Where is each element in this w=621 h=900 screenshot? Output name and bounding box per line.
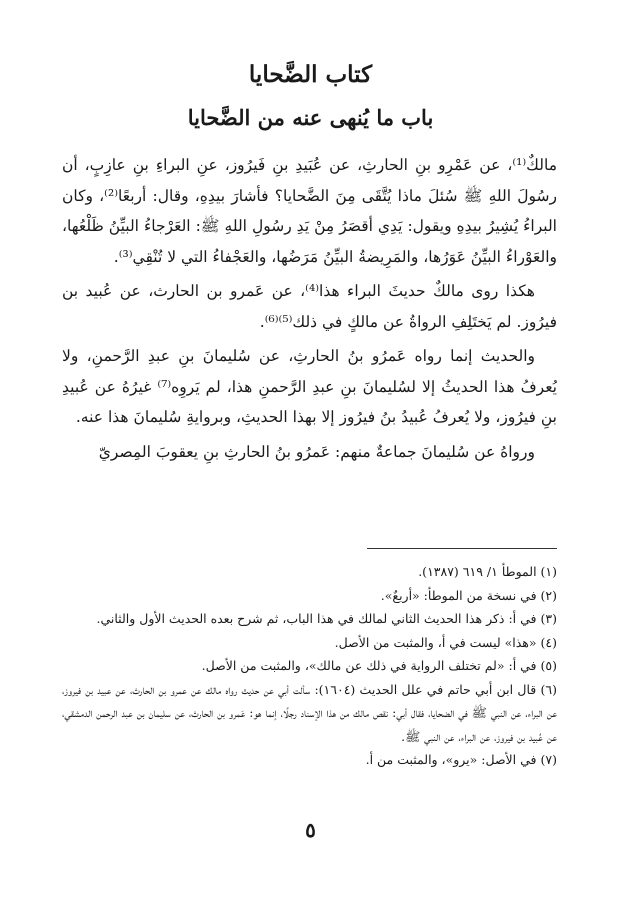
main-text: [62, 150, 557, 471]
paragraph-commentary-3: ورواهُ عن سُليمانَ جماعةٌ منهم: عَمرُو بنُ الحارثِ بنِ يعقوبَ المِصريّ: [98, 442, 535, 461]
paragraph-hadith: مالكٌ⁽¹⁾، عن عَمْرِو بنِ الحارثِ، عن عُبَيدِ بنِ فَيرُوز، عنِ البراءِ بنِ عازِبٍ، أن رسُولَ اللهِ ﷺ سُئلَ ماذا يُتَّقَى مِنَ الضَّحايا؟ فأشارَ بيدِهِ، وقال: أربعًا⁽²⁾، وكان البراءُ يُشِيرُ بيدِهِ ويقول: يَدِي أقصَرُ مِنْ يَدِ رسُولِ اللهِ ﷺ: العَرْجاءُ البيِّنُ ظَلْعُها، والعَوْراءُ البيِّنُ عَوَرُها، والمَرِيضةُ البيِّنُ مَرَضُها، والعَجْفاءُ التي لا تُنْقِي⁽³⁾.: [62, 156, 557, 266]
footnote: (٥) في أ: «لم تختلف الرواية في ذلك عن مالك»، والمثبت من الأصل.: [201, 658, 557, 673]
page-number: ٥: [305, 818, 316, 842]
chapter-title: باب ما يُنهى عنه من الضَّحايا: [187, 105, 434, 130]
paragraph-commentary-1: هكذا روى مالكٌ حديثَ البراء هذا⁽⁴⁾، عن عَمرو بن الحارث، عن عُبيد بن فيرُوز. لم يَختَلِفِ الرواةُ عن مالكٍ في ذلك⁽⁵⁾⁽⁶⁾.: [62, 282, 557, 331]
footnote: (٧) في الأصل: «يرو»، والمثبت من أ.: [365, 752, 557, 767]
footnote-divider: [367, 548, 557, 549]
footnote: (٣) في أ: ذكر هذا الحديث الثاني لمالك في هذا الباب، ثم شرح بعده الحديث الأول والثاني.: [96, 611, 557, 626]
footnote: (٦) قال ابن أبي حاتم في علل الحديث (١٦٠٤): سألت أبي عن حديث رواه مالك عن عمرو بن الحارث، عن عبيد بن فيروز، عن البراء، عن النبي ﷺ في الضحايا، فقال أبي: نقص مالك من هذا الإسناد رجلًا، إنما هو: عَمرو بن الحارث، عن سليمان بن عبد الرحمن الدمشقي، عن عُبيد بن فيروز، عن البراء، عن النبي ﷺ.: [62, 681, 558, 744]
footnotes: [62, 560, 557, 772]
footnote: (٤) «هذا» ليست في أ، والمثبت من الأصل.: [334, 634, 557, 650]
footnote: (١) الموطأ ١/ ٦١٩ (١٣٨٧).: [418, 564, 557, 579]
paragraph-commentary-2: والحديث إنما رواه عَمرُو بنُ الحارثِ، عن سُليمانَ بنِ عبدِ الرَّحمنِ، ولا يُعرفُ هذا الحديثُ إلا لسُليمانَ بنِ عبدِ الرَّحمنِ هذا، لم يَروِه⁽⁷⁾ غيرُهُ عن عُبيدِ بنِ فيرُوز، ولا يُعرفُ عُبيدُ بنُ فيرُوز إلا بهذا الحديثِ، وبروايةِ سُليمانَ هذا عنه.: [62, 347, 557, 426]
book-title: كتاب الضَّحايا: [248, 61, 373, 88]
title-block: [0, 58, 621, 134]
footnote: (٢) في نسخة من الموطأ: «أربعٌ».: [380, 587, 557, 603]
